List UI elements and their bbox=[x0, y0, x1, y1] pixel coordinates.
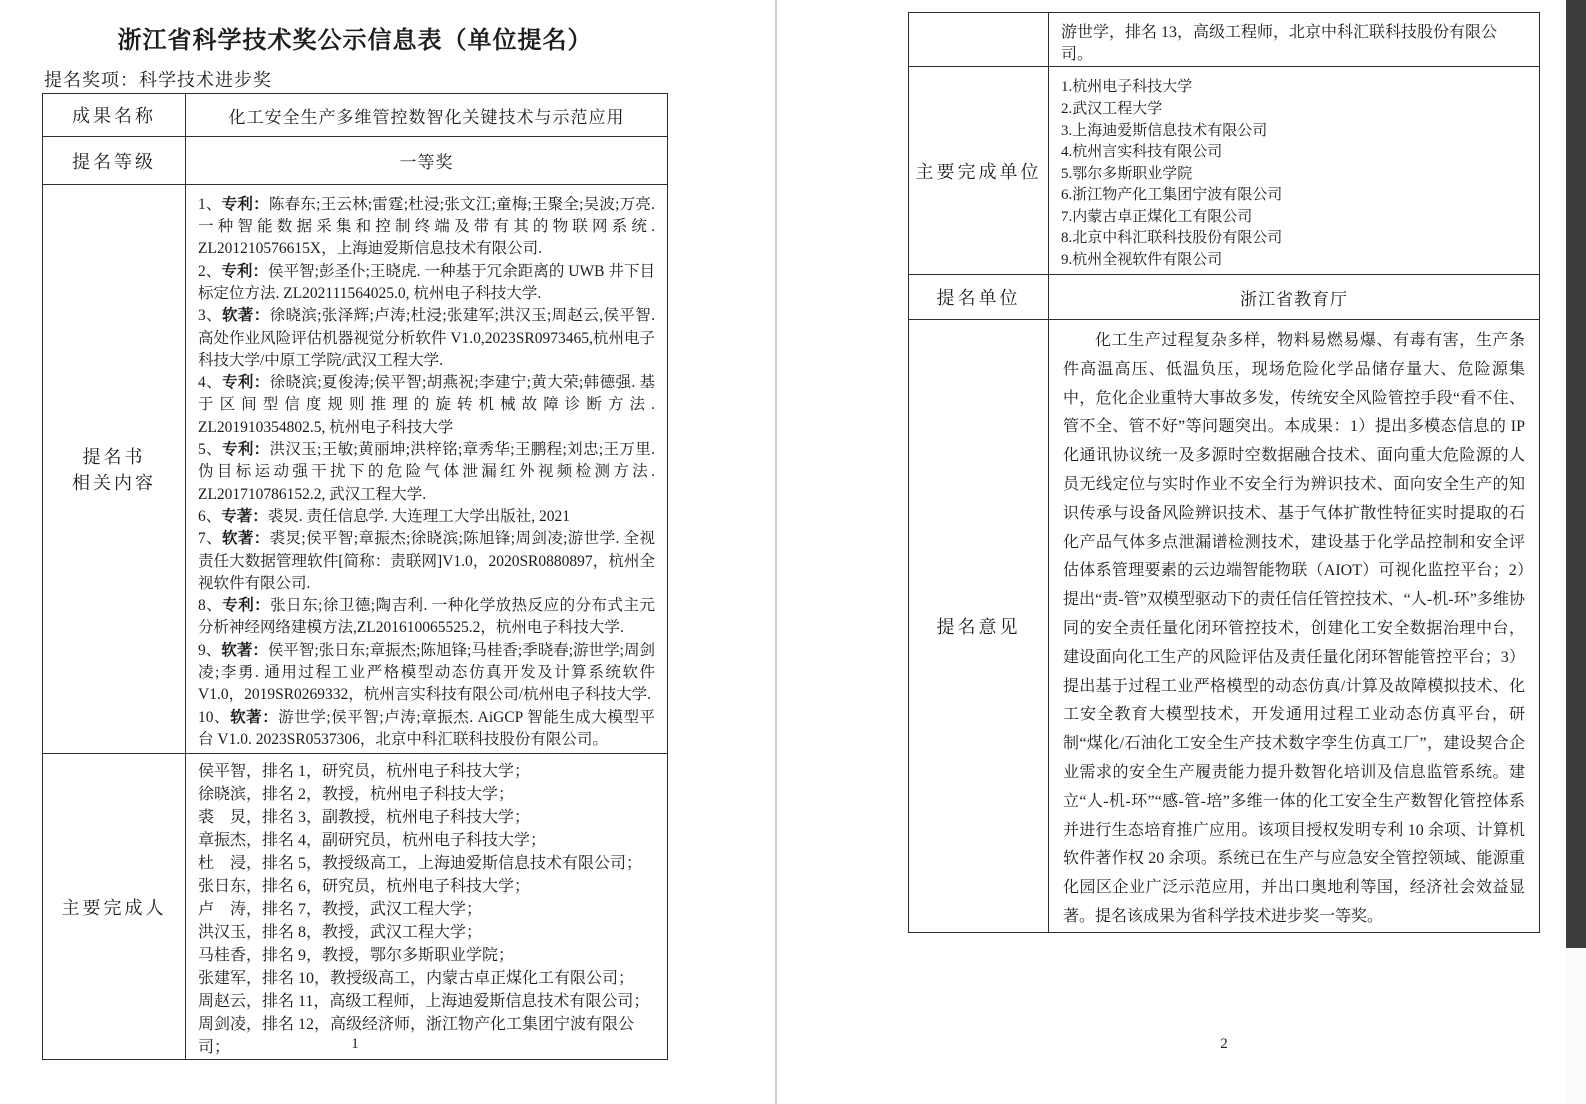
unit-line: 2.武汉工程大学 bbox=[1061, 100, 1163, 117]
opinion-text: 化工生产过程复杂多样，物料易燃易爆、有毒有害，生产条件高温高压、低温负压，现场危险化学品储存量大、危险源集中，危化企业重特大事故多发，传统安全风险管控手段“看不住、管不全、管不好”等问题突出。本成果：1）提出多模态信息的 IP 化通讯协议统一及多源时空数据融合技术、面向重大危险源的人员无线定位与实时作业不安全行为辨识技术、面向安全生产的知识传承与设备风险辨识技术、基于气体扩散性特征实时提取的石化产品气体多点泄漏谱检测技术，建设基于化学品控制和安全评估体系管理要素的云边端智能物联（AIOT）可视化监控平台；2）提出“责-管”双模型驱动下的责任信任管控技术、“人-机-环”多维协同的安全责任量化闭环管控技术，创建化工安全数据治理中台，建设面向化工生产的风险评估及责任量化闭环智能管控平台；3）提出基于过程工业严格模型的动态仿真/计算及故障模拟技术、化工安全教育大模型技术，开发通用过程工业动态仿真平台，研制“煤化/石油化工安全生产技术数字孪生仿真工厂”，建设契合企业需求的安全生产履责能力提升数智化培训及信息监管系统。建立“人-机-环”“感-管-培”多维一体的化工安全生产数智化管控体系并进行生态培育推广应用。该项目授权发明专利 10 余项、计算机软件著作权 20 余项。系统已在生产与应急安全管控领域、能源重化园区企业广泛示范应用，并出口奥地利等国，经济社会效益显著。提名该成果为省科学技术进步奖一等奖。 bbox=[1063, 332, 1525, 925]
related-content-label bbox=[43, 185, 186, 754]
related-label-line1: 提名书 bbox=[82, 447, 146, 467]
opinion-label: 提名意见 bbox=[909, 320, 1049, 933]
reference-item: 2、专利：侯平智;彭圣仆;王晓虎. 一种基于冗余距离的 UWB 井下目标定位方法. ZL202111564025.0, 杭州电子科技大学. bbox=[198, 262, 655, 302]
completer-line: 徐晓滨，排名 2，教授，杭州电子科技大学； bbox=[198, 786, 515, 803]
opinion-row bbox=[909, 320, 1540, 933]
completer-line: 裘 炅，排名 3，副教授，杭州电子科技大学； bbox=[198, 809, 531, 826]
scrollbar-thumb[interactable] bbox=[1566, 0, 1586, 948]
completer-line: 游世学，排名 13，高级工程师，北京中科汇联科技股份有限公司。 bbox=[1061, 24, 1498, 63]
completer-line: 马桂香，排名 9，教授，鄂尔多斯职业学院； bbox=[198, 947, 515, 964]
reference-item: 8、专利：张日东;徐卫德;陶吉利. 一种化学放热反应的分布式主元分析神经网络建模方法,ZL201610065525.2，杭州电子科技大学. bbox=[198, 597, 655, 637]
completer-line: 周剑凌，排名 12，高级经济师，浙江物产化工集团宁波有限公司； bbox=[198, 1016, 635, 1056]
completer-line: 洪汉玉，排名 8，教授，武汉工程大学； bbox=[198, 924, 483, 941]
completer-line: 侯平智，排名 1，研究员，杭州电子科技大学； bbox=[198, 763, 531, 780]
reference-item: 7、软著：裘炅;侯平智;章振杰;徐晓滨;陈旭锋;周剑凌;游世学. 全视责任大数据管理软件[简称：责联网]V1.0，2020SR0880897，杭州全视软件有限公司. bbox=[198, 530, 655, 592]
related-label-line2: 相关内容 bbox=[72, 473, 156, 493]
reference-item: 3、软著：徐晓滨;张泽辉;卢涛;杜浸;张建军;洪汉玉;周赵云,侯平智. 高处作业风险评估机器视觉分析软件 V1.0,2023SR0973465,杭州电子科技大学/中原工学院/武汉工程大学. bbox=[198, 307, 655, 369]
main-completers-value bbox=[186, 754, 668, 1060]
result-name-row bbox=[43, 94, 668, 137]
grade-value: 一等奖 bbox=[186, 137, 668, 185]
completer-line: 张日东，排名 6，研究员，杭州电子科技大学； bbox=[198, 878, 531, 895]
reference-item: 6、专著：裘炅. 责任信息学. 大连理工大学出版社, 2021 bbox=[198, 507, 571, 525]
unit-line: 8.北京中科汇联科技股份有限公司 bbox=[1061, 230, 1283, 247]
unit-line: 1.杭州电子科技大学 bbox=[1061, 79, 1193, 96]
unit-line: 6.浙江物产化工集团宁波有限公司 bbox=[1061, 187, 1283, 204]
page-number-2: 2 bbox=[1220, 1036, 1228, 1052]
completer-line: 章振杰，排名 4，副研究员，杭州电子科技大学； bbox=[198, 832, 547, 849]
nominator-value: 浙江省教育厅 bbox=[1049, 275, 1540, 320]
main-units-row bbox=[909, 67, 1540, 275]
nominator-row bbox=[909, 275, 1540, 320]
reference-item: 5、专利：洪汉玉;王敏;黄丽坤;洪梓铭;章秀华;王鹏程;刘忠;王万里. 伪目标运动强干扰下的危险气体泄漏红外视频检测方法. ZL201710786152.2, 武汉工程大学. bbox=[198, 441, 655, 503]
completers-continued-label bbox=[909, 13, 1049, 67]
nominator-label: 提名单位 bbox=[909, 275, 1049, 320]
related-content-value bbox=[186, 185, 668, 754]
completers-continued-value bbox=[1049, 13, 1540, 67]
completer-line: 张建军，排名 10，教授级高工，内蒙古卓正煤化工有限公司； bbox=[198, 970, 635, 987]
page-separator bbox=[775, 0, 777, 1104]
main-completers-label: 主要完成人 bbox=[43, 754, 186, 1060]
reference-item: 4、专利：徐晓滨;夏俊涛;侯平智;胡燕祝;李建宁;黄大荣;韩德强. 基于区间型信度规则推理的旋转机械故障诊断方法. ZL201910354802.5, 杭州电子科技大学 bbox=[198, 374, 655, 436]
related-content-row bbox=[43, 185, 668, 754]
main-completers-row bbox=[43, 754, 668, 1060]
page-number-1: 1 bbox=[351, 1036, 359, 1052]
grade-label: 提名等级 bbox=[43, 137, 186, 185]
completer-line: 周赵云，排名 11，高级工程师，上海迪爱斯信息技术有限公司； bbox=[198, 993, 650, 1010]
unit-line: 7.内蒙古卓正煤化工有限公司 bbox=[1061, 208, 1253, 225]
opinion-value bbox=[1049, 320, 1540, 933]
info-table-page1 bbox=[42, 93, 668, 1060]
main-units-value bbox=[1049, 67, 1540, 275]
unit-line: 9.杭州全视软件有限公司 bbox=[1061, 252, 1223, 269]
main-units-label: 主要完成单位 bbox=[909, 67, 1049, 275]
completer-line: 杜 浸，排名 5，教授级高工，上海迪爱斯信息技术有限公司； bbox=[198, 855, 643, 872]
unit-line: 5.鄂尔多斯职业学院 bbox=[1061, 165, 1193, 182]
result-name-label: 成果名称 bbox=[43, 94, 186, 137]
completers-continued-row bbox=[909, 13, 1540, 67]
completer-line: 卢 涛，排名 7，教授，武汉工程大学； bbox=[198, 901, 483, 918]
scrollbar-track[interactable] bbox=[1566, 0, 1586, 1104]
info-table-page2 bbox=[908, 12, 1540, 933]
award-category-line: 提名奖项：科学技术进步奖 bbox=[44, 70, 272, 90]
grade-row bbox=[43, 137, 668, 185]
unit-line: 3.上海迪爱斯信息技术有限公司 bbox=[1061, 122, 1268, 139]
unit-line: 4.杭州言实科技有限公司 bbox=[1061, 144, 1223, 161]
reference-item: 1、专利：陈春东;王云林;雷霆;杜浸;张文江;童梅;王聚全;吴波;万亮. 一种智能数据采集和控制终端及带有其的物联网系统. ZL201210576615X，上海迪爱斯信息技术有限公司. bbox=[198, 195, 655, 258]
reference-item: 9、软著：侯平智;张日东;章振杰;陈旭锋;马桂香;季晓春;游世学;周剑凌;李勇. 通用过程工业严格模型动态仿真开发及计算系统软件 V1.0，2019SR0269332，杭州言实科技有限公司/杭州电子科技大学. bbox=[198, 641, 655, 704]
result-name-value: 化工安全生产多维管控数智化关键技术与示范应用 bbox=[186, 94, 668, 137]
page-title: 浙江省科学技术奖公示信息表（单位提名） bbox=[117, 28, 593, 54]
reference-item: 10、软著：游世学;侯平智;卢涛;章振杰. AiGCP 智能生成大模型平台 V1.0. 2023SR0537306，北京中科汇联科技股份有限公司。 bbox=[198, 708, 655, 748]
